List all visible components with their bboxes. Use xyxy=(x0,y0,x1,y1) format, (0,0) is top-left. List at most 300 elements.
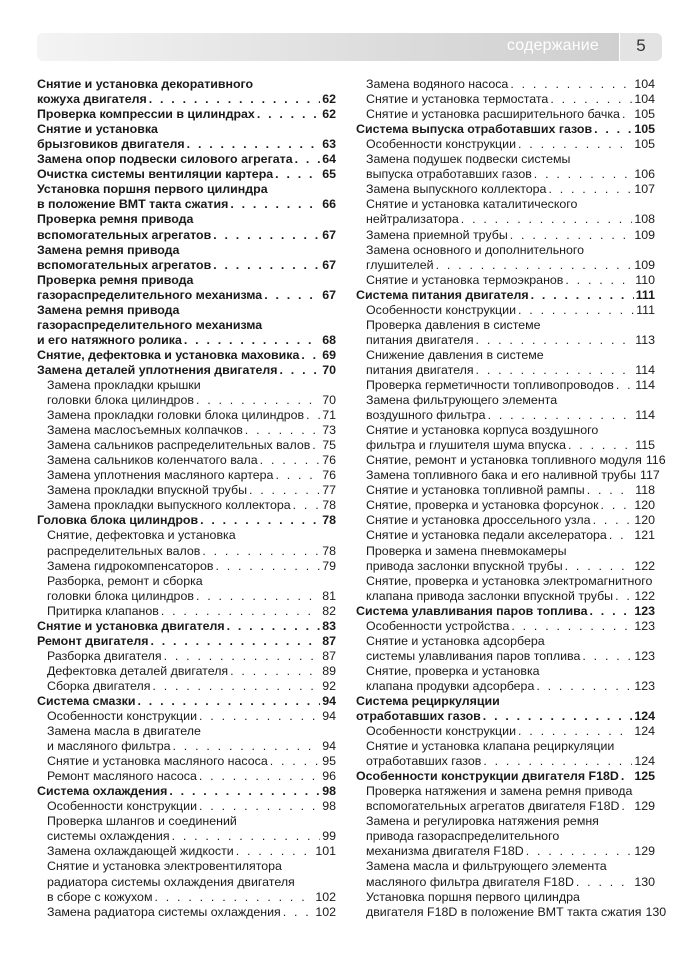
toc-entry-page: 114 xyxy=(635,362,655,377)
toc-entry-title: Проверка герметичности топливопроводов xyxy=(366,377,614,392)
toc-entry-title: системы улавливания паров топлива xyxy=(366,648,581,663)
toc-entry-title: Разборка, ремонт и сборка xyxy=(47,573,203,588)
toc-leader-dots xyxy=(270,754,320,768)
toc-entry xyxy=(356,904,667,919)
toc-entry-page: 123 xyxy=(634,603,655,618)
page-number-box xyxy=(620,33,662,61)
toc-entry xyxy=(356,76,655,91)
toc-entry-page: 109 xyxy=(634,257,655,272)
toc-entry-title: Система смазки xyxy=(37,693,136,708)
toc-entry-title: Ремонт двигателя xyxy=(37,633,149,648)
toc-leader-dots xyxy=(531,288,634,302)
toc-entry xyxy=(356,633,655,648)
toc-leader-dots xyxy=(601,498,633,512)
toc-entry-title: глушителей xyxy=(366,257,434,272)
toc-entry xyxy=(356,813,655,828)
toc-leader-dots xyxy=(476,333,634,347)
toc-entry xyxy=(37,317,336,332)
toc-entry-page: 69 xyxy=(322,347,336,362)
toc-left-column xyxy=(37,76,336,919)
toc-entry xyxy=(37,542,336,557)
toc-entry xyxy=(37,272,336,287)
toc-leader-dots xyxy=(306,408,320,422)
toc-entry-title: Замена ремня привода xyxy=(37,242,180,257)
toc-entry xyxy=(356,151,655,166)
toc-entry-title: вспомогательных агрегатов двигателя F18D xyxy=(366,799,620,814)
toc-entry xyxy=(356,392,655,407)
toc-entry-title: Снятие и установка термоэкранов xyxy=(366,272,564,287)
toc-entry-page: 87 xyxy=(322,648,336,663)
toc-leader-dots xyxy=(199,709,320,723)
toc-entry xyxy=(356,362,655,377)
toc-leader-dots xyxy=(275,167,320,181)
toc-entry xyxy=(356,753,655,768)
toc-leader-dots xyxy=(230,664,320,678)
toc-entry-title: привода газораспределительного xyxy=(366,829,560,844)
toc-entry-title: Замена прокладки головки блока цилиндров xyxy=(47,408,305,423)
toc-entry-title: Система охлаждения xyxy=(37,784,168,799)
toc-entry xyxy=(356,542,655,557)
toc-entry-title: Снятие и установка расширительного бачка xyxy=(366,107,620,122)
toc-entry-page: 123 xyxy=(634,618,655,633)
toc-leader-dots xyxy=(511,619,632,633)
toc-entry xyxy=(356,422,655,437)
toc-entry-title: Снятие и установка корпуса воздушного xyxy=(366,423,599,438)
toc-leader-dots xyxy=(510,77,632,91)
toc-leader-dots xyxy=(518,303,634,317)
toc-leader-dots xyxy=(199,799,320,813)
toc-entry-title: Особенности конструкции xyxy=(47,709,197,724)
toc-entry xyxy=(37,843,336,858)
toc-leader-dots xyxy=(275,468,320,482)
toc-entry xyxy=(356,618,655,633)
toc-leader-dots xyxy=(161,604,320,618)
toc-entry-title: Замена выпускного коллектора xyxy=(366,182,547,197)
toc-entry xyxy=(37,768,336,783)
toc-entry-page: 120 xyxy=(634,498,655,513)
toc-entry xyxy=(37,257,336,272)
toc-entry xyxy=(37,573,336,588)
toc-entry-page: 101 xyxy=(315,844,336,859)
toc-entry-title: Установка поршня первого цилиндра xyxy=(37,182,268,197)
toc-entry-title: Снятие, ремонт и установка топливного модуля xyxy=(366,453,642,468)
toc-leader-dots xyxy=(196,393,320,407)
toc-entry xyxy=(356,603,655,618)
toc-leader-dots xyxy=(476,363,634,377)
toc-entry-title: фильтра и глушителя шума впуска xyxy=(366,438,567,453)
toc-entry-title: Снятие и установка электровентилятора xyxy=(47,859,282,874)
toc-entry-title: и его натяжного ролика xyxy=(37,332,182,347)
toc-leader-dots xyxy=(187,137,321,151)
toc-leader-dots xyxy=(150,634,320,648)
toc-entry xyxy=(37,738,336,753)
toc-leader-dots xyxy=(227,619,321,633)
toc-leader-dots xyxy=(526,844,633,858)
toc-entry-title: выпуска отработавших газов xyxy=(366,167,532,182)
toc-entry-page: 66 xyxy=(322,197,336,212)
toc-entry-title: Снятие и установка термостата xyxy=(366,92,549,107)
toc-entry-title: Замена гидрокомпенсаторов xyxy=(47,558,214,573)
toc-entry-title: Головка блока цилиндров xyxy=(37,513,199,528)
toc-leader-dots xyxy=(594,122,632,136)
section-title: содержание xyxy=(506,37,599,54)
toc-entry-page: 122 xyxy=(634,558,655,573)
toc-leader-dots xyxy=(510,228,633,242)
toc-entry xyxy=(37,332,336,347)
toc-entry xyxy=(37,392,336,407)
toc-leader-dots xyxy=(199,769,320,783)
toc-leader-dots xyxy=(536,679,632,693)
toc-leader-dots xyxy=(236,844,314,858)
toc-entry-page: 118 xyxy=(635,483,655,498)
toc-entry-title: Снятие и установка масляного насоса xyxy=(47,754,268,769)
toc-entry xyxy=(356,452,666,468)
toc-leader-dots xyxy=(152,679,320,693)
toc-entry-page: 96 xyxy=(322,769,336,784)
toc-leader-dots xyxy=(622,107,632,121)
toc-entry xyxy=(37,603,336,618)
toc-entry-title: Особенности конструкции двигателя F18D xyxy=(356,769,619,784)
toc-leader-dots xyxy=(534,167,633,181)
toc-entry xyxy=(37,91,336,106)
toc-entry-title: Снятие и установка xyxy=(37,122,158,137)
toc-entry-page: 124 xyxy=(634,709,655,724)
toc-entry-page: 68 xyxy=(322,332,336,347)
toc-entry-page: 117 xyxy=(640,468,660,483)
toc-right-column xyxy=(356,76,667,919)
toc-entry-title: питания двигателя xyxy=(366,332,474,347)
toc-entry-title: Замена водяного насоса xyxy=(366,77,509,92)
toc-entry-page: 106 xyxy=(634,167,655,182)
toc-leader-dots xyxy=(283,905,314,919)
toc-entry xyxy=(37,813,336,828)
toc-entry-title: распределительных валов xyxy=(47,543,201,558)
toc-entry-page: 98 xyxy=(322,784,336,799)
toc-entry-title: питания двигателя xyxy=(366,362,474,377)
toc-entry-page: 67 xyxy=(322,257,336,272)
toc-entry-title: Замена приемной трубы xyxy=(366,227,508,242)
toc-leader-dots xyxy=(260,453,321,467)
toc-leader-dots xyxy=(461,212,633,226)
toc-entry-page: 122 xyxy=(634,588,655,603)
toc-entry-title: Замена топливного бака и его наливной трубы xyxy=(366,468,637,483)
toc-entry xyxy=(356,166,655,181)
toc-leader-dots xyxy=(149,92,320,106)
toc-leader-dots xyxy=(488,408,634,422)
toc-entry-page: 79 xyxy=(322,558,336,573)
toc-entry xyxy=(37,588,336,603)
toc-entry-title: привода заслонки впускной трубы xyxy=(366,558,563,573)
toc-entry xyxy=(37,558,336,573)
toc-entry xyxy=(37,723,336,738)
toc-leader-dots xyxy=(138,694,321,708)
toc-entry-page: 94 xyxy=(322,693,336,708)
toc-entry-title: Снятие и установка педали акселератора xyxy=(366,528,607,543)
toc-entry xyxy=(37,226,336,241)
toc-entry-title: Снижение давления в системе xyxy=(366,347,544,362)
toc-entry-page: 130 xyxy=(645,904,667,919)
toc-entry-page: 63 xyxy=(322,137,336,152)
toc-leader-dots xyxy=(312,438,320,452)
toc-entry-page: 115 xyxy=(635,438,655,453)
toc-entry-page: 129 xyxy=(634,799,655,814)
toc-leader-dots xyxy=(483,754,632,768)
toc-entry xyxy=(356,287,655,302)
toc-leader-dots xyxy=(196,589,320,603)
toc-entry-title: клапана привода заслонки впускной трубы xyxy=(366,588,614,603)
toc-entry xyxy=(356,588,655,603)
toc-leader-dots xyxy=(550,92,632,106)
toc-entry-title: Проверка давления в системе xyxy=(366,317,541,332)
toc-entry xyxy=(37,482,336,497)
toc-leader-dots xyxy=(565,559,633,573)
toc-entry-title: и масляного фильтра xyxy=(47,739,171,754)
toc-entry xyxy=(356,527,655,542)
toc-leader-dots xyxy=(436,258,633,272)
toc-leader-dots xyxy=(518,724,632,738)
toc-entry-title: масляного фильтра двигателя F18D xyxy=(366,874,574,889)
toc-entry-page: 77 xyxy=(322,483,336,498)
toc-entry xyxy=(37,678,336,693)
toc-entry-page: 64 xyxy=(322,152,336,167)
toc-entry-page: 62 xyxy=(322,107,336,122)
toc-entry xyxy=(356,242,655,257)
toc-entry-title: Замена опор подвески силового агрегата xyxy=(37,152,293,167)
toc-entry xyxy=(356,648,655,663)
toc-entry xyxy=(37,467,336,482)
toc-entry-page: 125 xyxy=(634,769,655,784)
toc-entry-title: брызговиков двигателя xyxy=(37,137,185,152)
toc-entry-page: 111 xyxy=(636,302,655,317)
toc-entry-title: газораспределительного механизма xyxy=(37,317,263,332)
toc-entry-title: Замена основного и дополнительного xyxy=(366,242,585,257)
toc-entry xyxy=(356,377,655,392)
toc-entry-page: 67 xyxy=(322,227,336,242)
toc-entry-page: 107 xyxy=(634,182,655,197)
toc-entry-page: 83 xyxy=(322,618,336,633)
toc-leader-dots xyxy=(249,483,320,497)
toc-entry-title: Проверка и замена пневмокамеры xyxy=(366,543,567,558)
toc-entry-title: газораспределительного механизма xyxy=(37,287,263,302)
toc-entry-page: 124 xyxy=(634,724,655,739)
toc-entry xyxy=(37,106,336,121)
toc-entry-page: 67 xyxy=(322,287,336,302)
toc-entry-title: Замена охлаждающей жидкости xyxy=(47,844,234,859)
toc-entry-page: 94 xyxy=(322,709,336,724)
toc-entry xyxy=(37,527,336,542)
toc-entry-title: Дефектовка деталей двигателя xyxy=(47,663,229,678)
toc-entry xyxy=(356,558,655,573)
toc-entry-page: 102 xyxy=(315,904,336,919)
toc-leader-dots xyxy=(264,288,320,302)
toc-entry-page: 98 xyxy=(322,799,336,814)
toc-leader-dots xyxy=(280,363,321,377)
toc-entry-title: кожуха двигателя xyxy=(37,92,147,107)
toc-entry-title: Система питания двигателя xyxy=(356,287,529,302)
toc-leader-dots xyxy=(616,378,633,392)
toc-entry xyxy=(37,166,336,181)
toc-entry-title: вспомогательных агрегатов xyxy=(37,257,212,272)
toc-entry-title: Замена сальников распределительных валов xyxy=(47,438,311,453)
toc-entry xyxy=(356,347,655,362)
toc-entry-title: Замена масла в двигателе xyxy=(47,724,201,739)
toc-entry-title: Замена сальников коленчатого вала xyxy=(47,453,258,468)
toc-entry-page: 114 xyxy=(635,377,655,392)
toc-entry-title: Проверка ремня привода xyxy=(37,212,194,227)
toc-entry-page: 104 xyxy=(634,77,655,92)
toc-entry-page: 114 xyxy=(635,408,655,423)
toc-entry xyxy=(356,663,655,678)
toc-entry-page: 78 xyxy=(322,498,336,513)
toc-entry-page: 120 xyxy=(634,513,655,528)
toc-entry xyxy=(37,76,336,91)
toc-entry xyxy=(37,181,336,196)
toc-entry xyxy=(356,211,655,226)
toc-leader-dots xyxy=(184,333,320,347)
toc-entry xyxy=(37,407,336,422)
toc-leader-dots xyxy=(154,890,313,904)
toc-entry-page: 109 xyxy=(634,227,655,242)
toc-entry xyxy=(356,196,655,211)
toc-entry-page: 89 xyxy=(322,663,336,678)
toc-leader-dots xyxy=(257,107,320,121)
toc-entry xyxy=(37,618,336,633)
toc-entry xyxy=(356,512,655,527)
toc-leader-dots xyxy=(245,423,320,437)
toc-leader-dots xyxy=(565,273,633,287)
toc-entry xyxy=(356,106,655,121)
toc-entry-title: Снятие, проверка и установка xyxy=(366,663,540,678)
toc-leader-dots xyxy=(615,589,632,603)
toc-entry-title: Система рециркуляции xyxy=(356,693,500,708)
toc-entry-title: отработавших газов xyxy=(356,709,481,724)
toc-entry xyxy=(356,708,655,723)
toc-entry-title: Разборка двигателя xyxy=(47,648,162,663)
toc-entry xyxy=(356,723,655,738)
toc-entry-title: в сборе с кожухом xyxy=(47,889,153,904)
toc-entry-page: 105 xyxy=(634,122,655,137)
toc-entry-page: 78 xyxy=(322,543,336,558)
toc-leader-dots xyxy=(200,513,320,527)
toc-entry-title: Особенности конструкции xyxy=(47,799,197,814)
toc-entry xyxy=(37,828,336,843)
toc-entry xyxy=(37,242,336,257)
toc-entry-title: Особенности устройства xyxy=(366,618,510,633)
toc-entry-title: Снятие, дефектовка и установка xyxy=(47,528,236,543)
toc-entry xyxy=(356,873,655,888)
toc-entry-page: 129 xyxy=(634,844,655,859)
toc-entry-page: 108 xyxy=(634,212,655,227)
toc-entry xyxy=(356,226,655,241)
toc-entry-title: Замена прокладки крышки xyxy=(47,377,201,392)
toc-entry-title: Особенности конструкции xyxy=(366,302,516,317)
toc-entry xyxy=(37,873,336,888)
toc-entry-title: Снятие, дефектовка и установка маховика xyxy=(37,347,300,362)
toc-entry xyxy=(37,497,336,512)
toc-leader-dots xyxy=(301,348,320,362)
toc-entry xyxy=(356,798,655,813)
toc-entry xyxy=(37,452,336,467)
toc-entry-title: Проверка шлангов и соединений xyxy=(47,814,237,829)
toc-leader-dots xyxy=(293,498,321,512)
toc-entry-title: Сборка двигателя xyxy=(47,678,151,693)
toc-entry-title: радиатора системы охлаждения двигателя xyxy=(47,874,295,889)
toc-entry xyxy=(37,708,336,723)
toc-entry xyxy=(37,512,336,527)
toc-entry-title: Проверка компрессии в цилиндрах xyxy=(37,107,255,122)
toc-entry-page: 92 xyxy=(322,678,336,693)
toc-entry xyxy=(356,768,655,783)
toc-entry-title: клапана продувки адсорбера xyxy=(366,678,535,693)
toc-entry xyxy=(356,181,655,196)
toc-entry xyxy=(37,196,336,211)
toc-entry-page: 76 xyxy=(322,453,336,468)
toc-entry-title: Снятие, проверка и установка электромагнитного xyxy=(366,573,653,588)
toc-entry-title: Замена маслосъемных колпачков xyxy=(47,423,243,438)
toc-leader-dots xyxy=(609,528,632,542)
toc-entry-page: 121 xyxy=(634,528,655,543)
toc-entry-title: Замена и регулировка натяжения ремня xyxy=(366,814,599,829)
toc-entry xyxy=(37,136,336,151)
toc-entry-title: Проверка ремня привода xyxy=(37,272,194,287)
toc-leader-dots xyxy=(518,137,632,151)
toc-entry-title: Ремонт масляного насоса xyxy=(47,769,197,784)
toc-leader-dots xyxy=(172,829,321,843)
toc-entry-page: 65 xyxy=(322,167,336,182)
toc-leader-dots xyxy=(568,438,633,452)
toc-entry-page: 105 xyxy=(634,137,655,152)
toc-entry xyxy=(37,422,336,437)
toc-entry-page: 104 xyxy=(634,92,655,107)
toc-leader-dots xyxy=(213,258,320,272)
toc-entry-page: 62 xyxy=(322,92,336,107)
toc-entry xyxy=(37,151,336,166)
toc-leader-dots xyxy=(230,197,320,211)
toc-leader-dots xyxy=(169,784,320,798)
toc-entry xyxy=(37,783,336,798)
toc-entry-page: 70 xyxy=(322,393,336,408)
toc-entry-page: 78 xyxy=(322,513,336,528)
toc-entry-page: 124 xyxy=(634,754,655,769)
toc-entry xyxy=(356,257,655,272)
toc-entry-title: Установка поршня первого цилиндра xyxy=(366,889,580,904)
toc-entry xyxy=(356,678,655,693)
toc-leader-dots xyxy=(548,182,632,196)
toc-entry-title: отработавших газов xyxy=(366,754,482,769)
toc-entry xyxy=(37,211,336,226)
toc-entry-page: 123 xyxy=(634,678,655,693)
toc-entry xyxy=(37,287,336,302)
toc-entry-page: 110 xyxy=(635,272,655,287)
toc-leader-dots xyxy=(587,483,634,497)
toc-entry xyxy=(37,121,336,136)
toc-entry xyxy=(356,317,655,332)
toc-entry-title: Замена прокладки впускной трубы xyxy=(47,483,247,498)
toc-leader-dots xyxy=(593,513,633,527)
toc-leader-dots xyxy=(483,709,633,723)
toc-entry-title: Снятие и установка каталитического xyxy=(366,197,578,212)
toc-entry-page: 71 xyxy=(322,408,336,423)
toc-entry xyxy=(37,302,336,317)
toc-entry xyxy=(356,91,655,106)
toc-entry-title: Снятие и установка топливной рампы xyxy=(366,483,585,498)
toc-entry-title: Замена подушек подвески системы xyxy=(366,152,571,167)
toc-entry xyxy=(356,272,655,287)
toc-entry-title: Очистка системы вентиляции картера xyxy=(37,167,274,182)
toc-entry-page: 102 xyxy=(315,889,336,904)
toc-entry-title: двигателя F18D в положение ВМТ такта сжатия xyxy=(366,904,642,919)
toc-entry xyxy=(356,738,655,753)
